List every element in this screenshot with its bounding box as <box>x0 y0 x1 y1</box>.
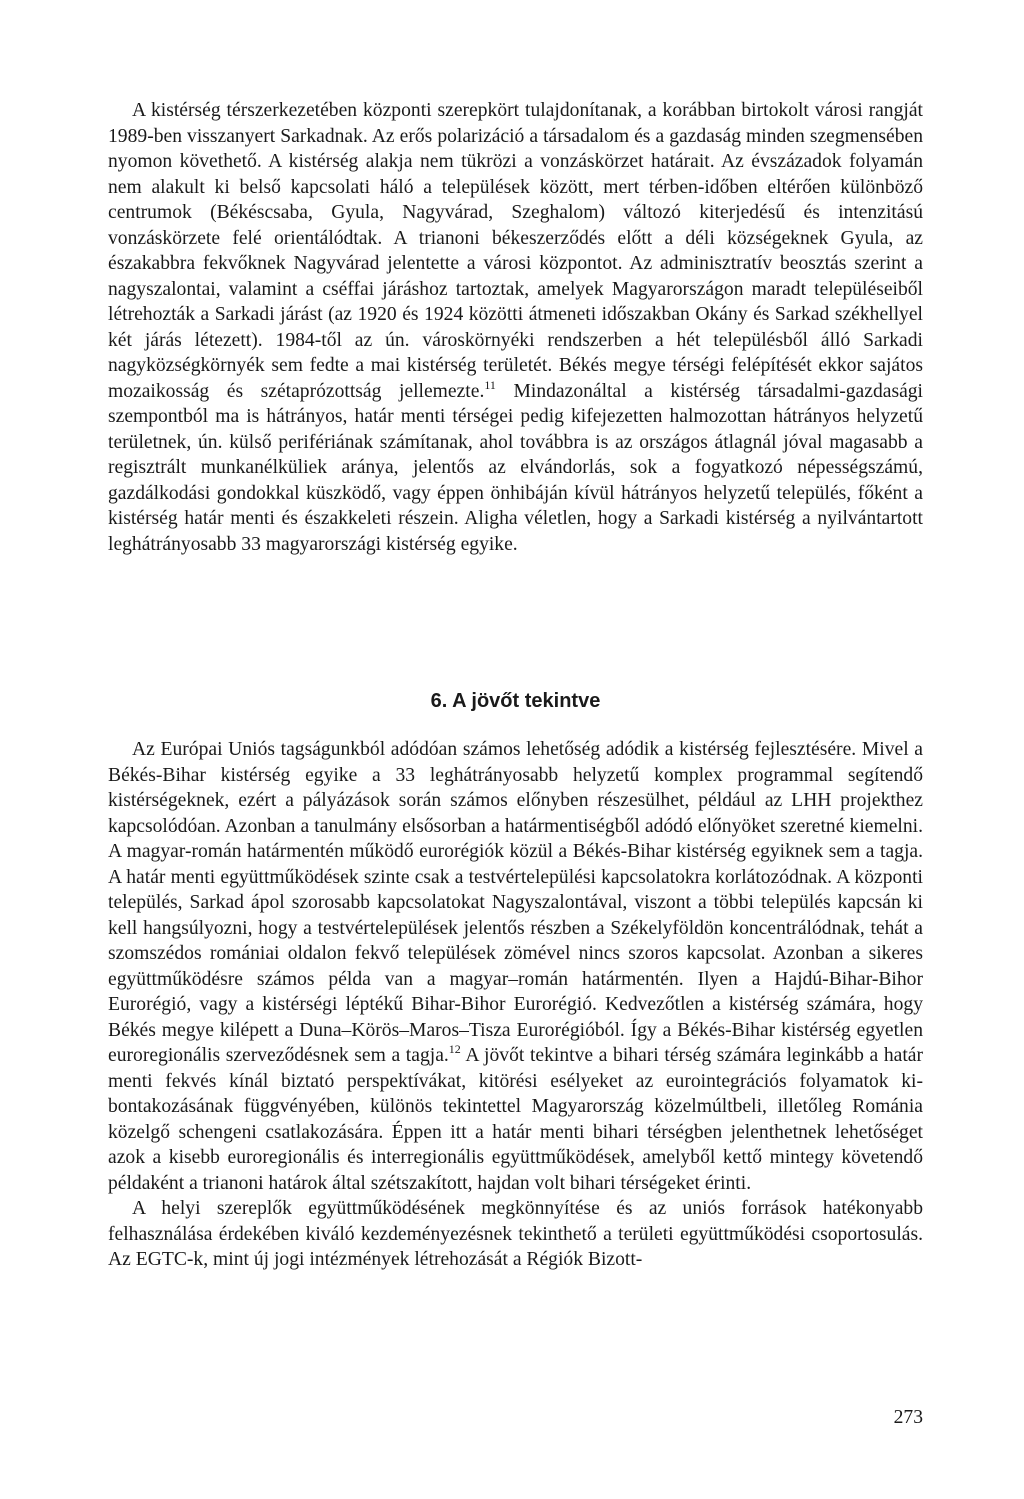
paragraph-text: A kistérség térszerkezetében központi szerepkört tulajdonítanak, a korábban birtokolt városi rangját 1989-ben visszanyert Sarkadnak. Az erős polarizáció a társadalom és a gazdaság minden szegmensében nyomon követhető. A kistérség alakja nem tükrözi a vonzáskörzet határait. Az évszázadok folyamán nem alakult ki belső kapcsolati háló a települések között, mert térben-időben eltérően különböző centrumok (Békéscsaba, Gyula, Nagyvárad, Szeghalom) változó kiterjedésű és intenzitású vonzáskörzete felé orientálódtak. A trianoni békeszerződés előtt a déli községeknek Gyula, az északabbra fekvőknek Nagyvárad jelentette a városi központot. Az adminisztratív beosztás szerint a nagyszalontai, valamint a cséffai járáshoz tartoztak, amelyek Magyarországon maradt településeiből létrehozták a Sarkadi járást (az 1920 és 1924 közötti átmeneti időszakban Okány és Sarkad székhellyel két járás létezett). 1984-től az ún. városkörnyéki rendszerben a hét településből álló Sarkadi nagyközségkörnyék sem fedte a mai kistérség területét. Békés megye térségi felépítését ekkor sajátos mozaikosság és szétaprózottság jellemezte. <box>108 100 923 402</box>
paragraph-text: Mindazonáltal a kistérség társadalmi-gazdasági szempontból ma is hátrányos, határ menti térségei pedig kifejezetten halmozottan hátrányos helyzetű területnek, ún. külső perifériának számítanak, ahol továbbra is az országos átlagnál jóval magasabb a regisztrált munkanélküliek aránya, jelentős az elvándorlás, sok a fogyatkozó népességszámú, gazdálkodási gondokkal küszködő, vagy éppen önhibáján kívül hátrányos helyzetű település, főként a kistérség határ menti és északkeleti részein. Aligha véletlen, hogy a Sarkadi kistérség a nyilvántartott leghátrányosabb 33 magyarországi kistérség egyike. <box>108 380 924 555</box>
paragraph-text: A jövőt tekintve a bihari térség számára leginkább a határ menti fekvés kínál biztató perspektívákat, kitörési esélyeket az eurointegrációs folyamatok kibontakozásának függvényében, különös tekintettel Magyarország közelmúltbeli, illetőleg Románia közelgő schengeni csatlakozására. Éppen itt a határ menti bihari térségben jelenthetnek lehetőséget azok a kisebb euroregionális és interregionális együttműködések, amelyből kettő mintegy követendő példaként a trianoni határok által szétszakított, hajdan volt bihari térségeket érinti. <box>108 1045 923 1194</box>
page-number: 273 <box>893 1407 923 1428</box>
paragraph-kisterseg-terszerkezet <box>108 98 923 557</box>
footnote-reference-11[interactable]: 11 <box>484 377 496 392</box>
footnote-reference-12[interactable]: 12 <box>448 1042 461 1056</box>
body-text-lower <box>108 737 923 1273</box>
paragraph-text: Az Európai Uniós tagságunkból adódóan számos lehetőség adódik a kistérség fejlesztésére. Mivel a Békés-Bihar kistérség egyike a 33 leghátrányosabb helyzetű komplex programmal segítendő kistérségeknek, ezért a pályázások során számos előnyben részesülhet, például az LHH projekthez kapcsolódóan. Azonban a tanulmány elsősorban a határmentiségből adódó előnyöket szeretné kiemelni. A magyar-román határmentén működő eurorégiók közül a Békés-Bihar kistérség egyiknek sem a tagja. A határ menti együttműködések szinte csak a testvértelepülési kapcsolatokra korlátozódnak. A központi település, Sarkad ápol szorosabb kapcsolatokat Nagyszalontával, viszont a többi település kapcsán ki kell hangsúlyozni, hogy a testvértelepülések jelentős részben a Székelyföldön koncentrálódnak, tehát a szomszédos romániai oldalon fekvő települések zömével nincs szoros kapcsolat. Azonban a sikeres együttműködésre számos példa van a magyar–román határmentén. Ilyen a Hajdú-Bihar-Bihor Eurorégió, vagy a kistérségi léptékű Bihar-Bihor Eurorégió. Kedvezőtlen a kistérség számára, hogy Békés megye kilépett a Duna–Körös–Maros–Tisza Eurorégióból. Így a Békés-Bihar kistérség egyetlen euroregionális szerveződésnek sem a tagja. <box>108 739 923 1066</box>
paragraph-europai-unio <box>108 737 923 1196</box>
paragraph-helyi-szereplok: A helyi szereplők együttműködésének megkönnyítése és az uniós források hatékonyabb felhasználása érdekében kiváló kezdeményezésnek tekinthető a területi együttműködési csoportosulás. Az EGTC-k, mint új jogi intézmények létrehozását a Régiók Bizott- <box>108 1198 923 1270</box>
section-heading: 6. A jövőt tekintve <box>430 690 601 712</box>
body-text-upper <box>108 98 923 557</box>
